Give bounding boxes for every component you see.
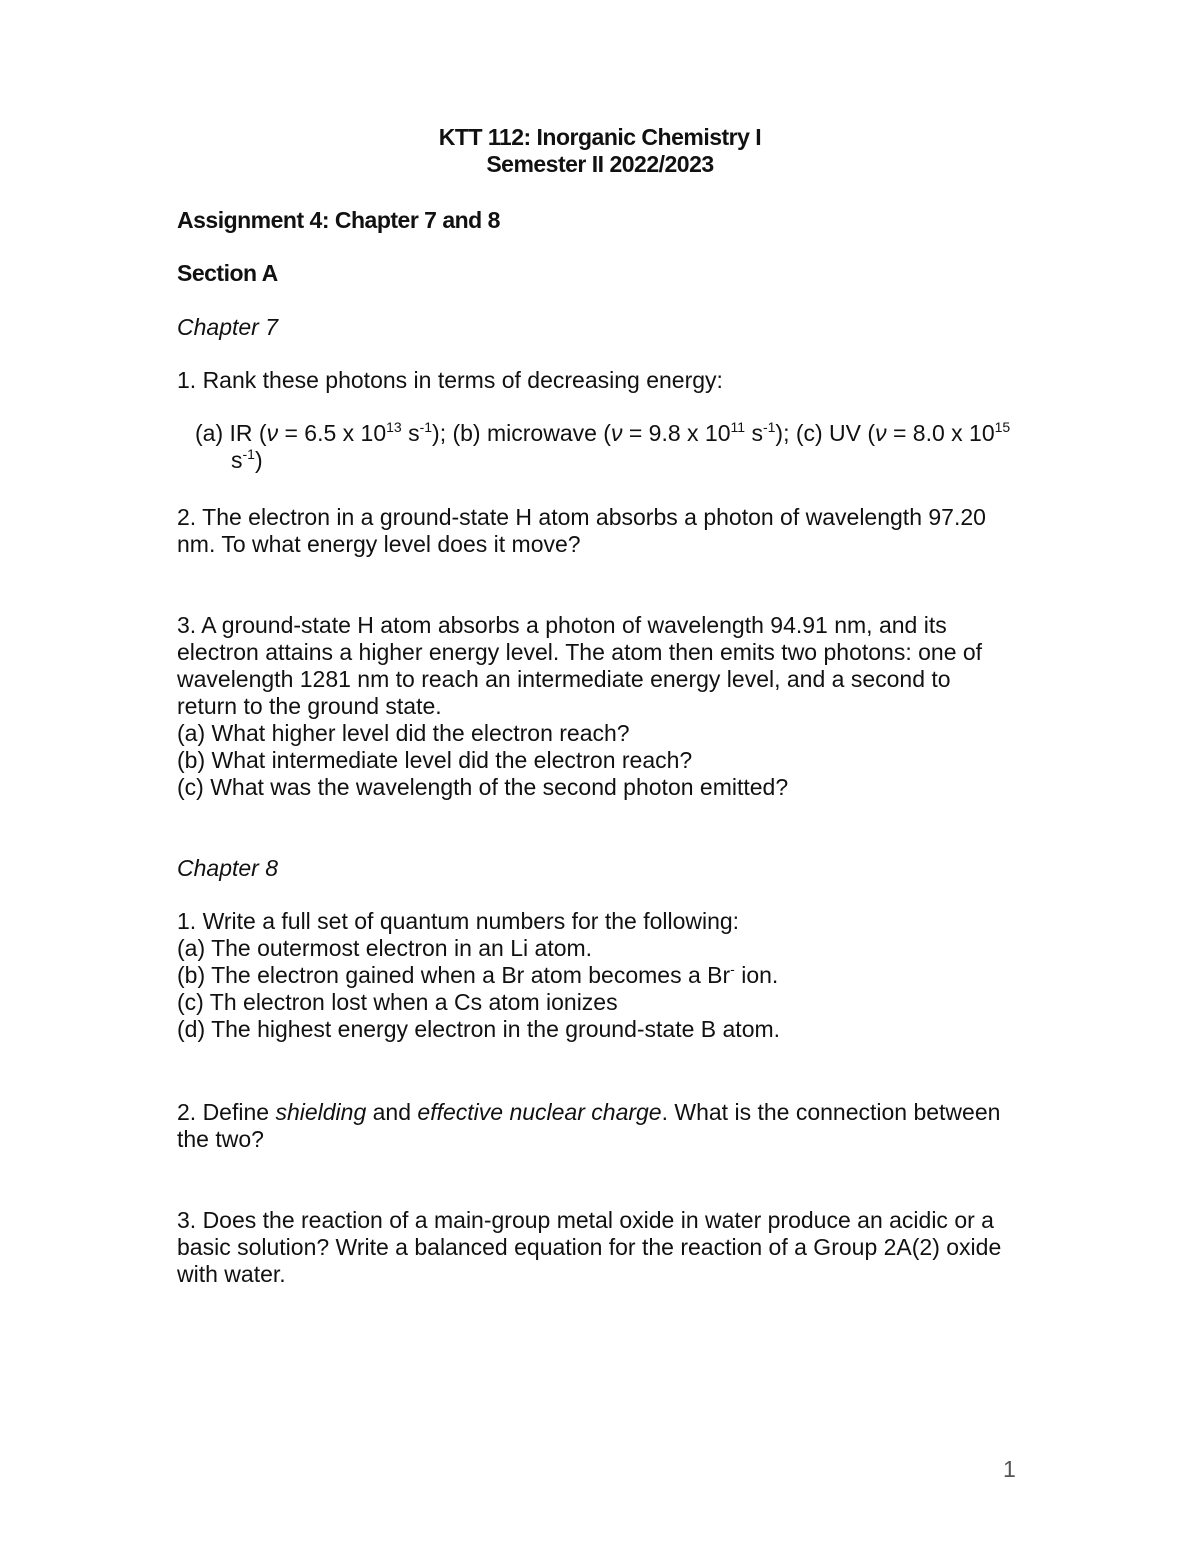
ch8-q3-line2: basic solution? Write a balanced equation for the reaction of a Group 2A(2) oxide bbox=[177, 1234, 1002, 1260]
option-c-unit: s bbox=[231, 447, 243, 473]
option-c-unit-exponent: -1 bbox=[242, 446, 255, 462]
ch8-question-2 bbox=[177, 1099, 1037, 1153]
ch8-q2-term-effective-nuclear-charge: effective nuclear charge bbox=[417, 1099, 662, 1125]
ch7-q3-line1: 3. A ground-state H atom absorbs a photon of wavelength 94.91 nm, and its bbox=[177, 612, 947, 638]
option-c-prefix: ); (c) UV ( bbox=[775, 420, 876, 446]
ch7-q3-line4: return to the ground state. bbox=[177, 693, 442, 719]
ch8-q2-mid: and bbox=[366, 1099, 418, 1125]
ch8-q1-part-b-suffix: ion. bbox=[734, 962, 779, 988]
ch8-q1-stem: 1. Write a full set of quantum numbers for the following: bbox=[177, 908, 740, 934]
ch7-q2-line2: nm. To what energy level does it move? bbox=[177, 531, 581, 557]
option-c-value: = 8.0 x 10 bbox=[886, 420, 995, 446]
ch8-q1-part-c: (c) Th electron lost when a Cs atom ionizes bbox=[177, 989, 618, 1015]
ch8-q2-line2: the two? bbox=[177, 1126, 264, 1152]
nu-symbol: ν bbox=[610, 420, 623, 446]
ch7-question-1 bbox=[177, 367, 1037, 394]
nu-symbol: ν bbox=[875, 420, 887, 446]
ch8-q1-part-a: (a) The outermost electron in an Li atom. bbox=[177, 935, 593, 961]
ch7-q1-stem: 1. Rank these photons in terms of decreasing energy: bbox=[177, 367, 723, 393]
ch7-q3-part-c: (c) What was the wavelength of the second photon emitted? bbox=[177, 774, 789, 800]
ch7-q1-options bbox=[195, 420, 1055, 474]
ch7-q3-part-a: (a) What higher level did the electron reach? bbox=[177, 720, 630, 746]
option-b-prefix: ); (b) microwave ( bbox=[432, 420, 611, 446]
option-a-unit: s bbox=[401, 420, 420, 446]
option-a-exponent: 13 bbox=[386, 419, 402, 435]
ch8-q2-line1 bbox=[177, 1099, 1037, 1126]
course-title: KTT 112: Inorganic Chemistry I bbox=[438, 124, 762, 150]
page-number: 1 bbox=[1003, 1456, 1016, 1482]
ch8-question-1 bbox=[177, 908, 1037, 1043]
ch7-q1-options-line2 bbox=[195, 447, 1055, 474]
ch7-q1-options-line1 bbox=[195, 420, 1055, 447]
ch7-q3-line2: electron attains a higher energy level. The atom then emits two photons: one of bbox=[177, 639, 983, 665]
ch8-q2-prefix: 2. Define bbox=[177, 1099, 276, 1125]
ch8-question-3 bbox=[177, 1207, 1037, 1288]
ch8-q3-line1: 3. Does the reaction of a main-group metal oxide in water produce an acidic or a bbox=[177, 1207, 994, 1233]
nu-symbol: ν bbox=[266, 420, 279, 446]
option-a-prefix: (a) IR ( bbox=[195, 420, 267, 446]
option-c-close: ) bbox=[254, 447, 263, 473]
assignment-title: Assignment 4: Chapter 7 and 8 bbox=[177, 207, 500, 233]
option-a-value: = 6.5 x 10 bbox=[278, 420, 387, 446]
ch8-q1-part-d: (d) The highest energy electron in the ground-state B atom. bbox=[177, 1016, 781, 1042]
ch7-q3-line3: wavelength 1281 nm to reach an intermediate energy level, and a second to bbox=[177, 666, 951, 692]
ch7-q3-part-b: (b) What intermediate level did the electron reach? bbox=[177, 747, 693, 773]
ch8-q1-part-b-charge: - bbox=[730, 961, 735, 977]
ch7-q2-line1: 2. The electron in a ground-state H atom absorbs a photon of wavelength 97.20 bbox=[177, 504, 986, 530]
ch7-question-2 bbox=[177, 504, 1037, 558]
option-b-unit-exponent: -1 bbox=[762, 419, 776, 435]
chapter-7-label: Chapter 7 bbox=[177, 314, 279, 340]
ch8-q1-part-b bbox=[177, 962, 1037, 989]
ch8-q1-part-b-text: (b) The electron gained when a Br atom becomes a Br bbox=[177, 962, 731, 988]
option-b-unit: s bbox=[745, 420, 763, 446]
chapter-8-label: Chapter 8 bbox=[177, 855, 279, 881]
ch8-q3-line3: with water. bbox=[177, 1261, 286, 1287]
option-b-exponent: 11 bbox=[730, 419, 746, 435]
option-b-value: = 9.8 x 10 bbox=[622, 420, 731, 446]
option-a-unit-exponent: -1 bbox=[419, 419, 433, 435]
ch8-q2-suffix: . What is the connection between bbox=[661, 1099, 1001, 1125]
ch7-question-3 bbox=[177, 612, 1037, 801]
section-title: Section A bbox=[177, 260, 278, 286]
ch8-q2-term-shielding: shielding bbox=[275, 1099, 367, 1125]
semester-title: Semester II 2022/2023 bbox=[486, 151, 714, 177]
option-c-exponent: 15 bbox=[994, 419, 1011, 435]
